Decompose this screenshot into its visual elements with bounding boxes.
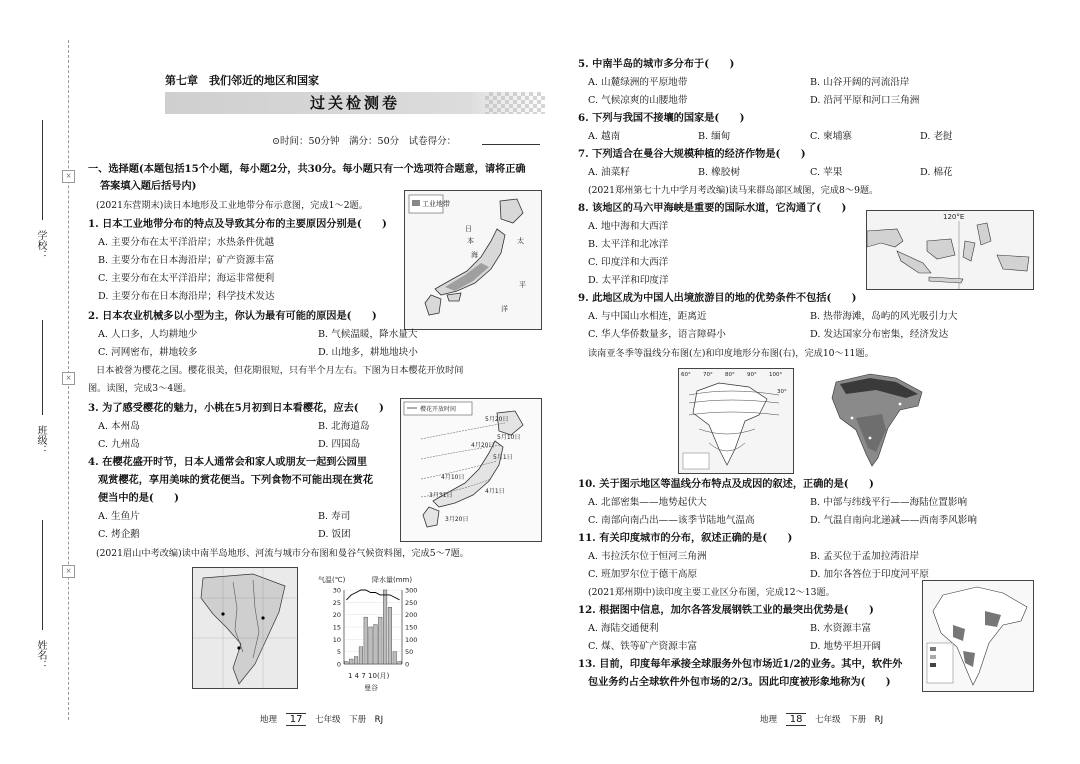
bangkok-climate-chart	[318, 572, 438, 694]
chart-left-tick: 15	[332, 623, 341, 632]
q1-option-c[interactable]: C. 主要分布在太平洋沿岸；海运非常便利	[98, 273, 275, 284]
left-footer-subject: 地理	[260, 715, 278, 725]
question-6: 6. 下列与我国不接壤的国家是( )	[578, 112, 745, 124]
japan-label-ri: 日	[465, 225, 472, 233]
chart-right-tick: 150	[405, 623, 418, 632]
q9-option-c[interactable]: C. 华人华侨数量多，语言障碍小	[588, 329, 726, 340]
q12-option-d[interactable]: D. 地势平坦开阔	[810, 641, 882, 652]
q10-option-d[interactable]: D. 气温自南向北递减——西南季风影响	[810, 515, 977, 526]
question-13-line1: 13. 目前，印度每年承接全球服务外包市场近1/2的业务。其中，软件外	[578, 658, 903, 670]
precipitation-bar	[388, 607, 392, 664]
q8-option-d[interactable]: D. 太平洋和印度洋	[588, 275, 669, 286]
q3-option-d[interactable]: D. 四国岛	[318, 439, 361, 450]
question-12: 12. 根据图中信息，加尔各答发展钢铁工业的最突出优势是( )	[578, 604, 874, 616]
q7-option-d[interactable]: D. 棉花	[920, 167, 953, 178]
q10-option-c[interactable]: C. 南部向南凸出——该季节陆地气温高	[588, 515, 755, 526]
question-4-line3: 便当中的是( )	[98, 492, 179, 504]
precipitation-bar	[364, 617, 368, 664]
chart-right-tick: 0	[405, 660, 410, 669]
question-5: 5. 中南半岛的城市多分布于( )	[578, 58, 735, 70]
right-page	[560, 0, 1080, 764]
q5-option-d[interactable]: D. 沿河平原和河口三角洲	[810, 95, 920, 106]
q11-option-d[interactable]: D. 加尔各答位于印度河平原	[810, 569, 929, 580]
q12-option-b[interactable]: B. 水资源丰富	[810, 623, 872, 634]
q4-option-c[interactable]: C. 烤企鹅	[98, 529, 140, 540]
q6-option-a[interactable]: A. 越南	[588, 131, 621, 142]
chapter-title: 第七章 我们邻近的地区和国家	[165, 74, 319, 87]
q4-option-b[interactable]: B. 寿司	[318, 511, 351, 522]
chart-xlabel: 1 4 7 10(月)	[348, 672, 390, 680]
q1-option-b[interactable]: B. 主要分布在日本海沿岸；矿产资源丰富	[98, 255, 275, 266]
japan-label-ping: 平	[519, 281, 526, 289]
cut-mark-1: ×	[62, 170, 75, 183]
chart-right-tick: 200	[405, 611, 418, 620]
intro-12-13: (2021郑州期中)读印度主要工业区分布图，完成12～13题。	[588, 587, 835, 598]
sakura-label-d7: 3月20日	[445, 516, 469, 523]
chart-title: 曼谷	[364, 684, 378, 692]
q8-option-b[interactable]: B. 太平洋和北冰洋	[588, 239, 669, 250]
q7-option-a[interactable]: A. 油菜籽	[588, 167, 630, 178]
left-page-number: 17	[286, 713, 307, 726]
score-field[interactable]	[482, 144, 540, 145]
precipitation-bar	[383, 590, 387, 664]
q4-option-d[interactable]: D. 饭团	[318, 529, 351, 540]
chart-left-tick: 0	[336, 660, 341, 669]
india-terrain-map	[826, 368, 930, 472]
chart-left-tick: 30	[332, 586, 341, 595]
cut-mark-2: ×	[62, 372, 75, 385]
q8-option-c[interactable]: C. 印度洋和大西洋	[588, 257, 669, 268]
question-13-line2: 包业务约占全球软件外包市场的2/3。因此印度被形象地称为( )	[588, 676, 891, 688]
malay-archipelago-map	[866, 210, 1034, 290]
precipitation-bar	[374, 625, 378, 664]
right-footer-subject: 地理	[760, 715, 778, 725]
banner-pattern	[485, 92, 545, 114]
isotherm-lon-60: 60°	[681, 372, 691, 378]
precipitation-bar	[378, 617, 382, 664]
left-footer-grade: 七年级 下册 RJ	[315, 715, 384, 725]
sakura-label-d8: 5月20日	[485, 416, 509, 423]
indochina-map	[192, 567, 298, 689]
q3-option-b[interactable]: B. 北海道岛	[318, 421, 370, 432]
q7-option-c[interactable]: C. 苹果	[810, 167, 843, 178]
japan-label-ben: 本	[467, 237, 474, 245]
intro-8-9: (2021郑州第七十九中学月考改编)读马来群岛部区域图，完成8～9题。	[588, 185, 879, 196]
isotherm-lon-80: 80°	[725, 372, 735, 378]
indo-map-lon: 120°E	[943, 213, 965, 221]
exam-info: ⊙时间：50分钟 满分：50分 试卷得分：	[272, 136, 457, 147]
chart-right-tick: 100	[405, 635, 418, 644]
question-7: 7. 下列适合在曼谷大规模种植的经济作物是( )	[578, 148, 806, 160]
q8-option-a[interactable]: A. 地中海和大西洋	[588, 221, 669, 232]
q6-option-d[interactable]: D. 老挝	[920, 131, 953, 142]
japan-label-hai: 海	[471, 251, 478, 259]
precipitation-bar	[349, 659, 353, 664]
q3-option-a[interactable]: A. 本州岛	[98, 421, 140, 432]
isotherm-lon-100: 100°	[769, 372, 783, 378]
sakura-label-d4: 4月10日	[441, 474, 465, 481]
india-industry-map	[922, 580, 1034, 692]
intro-5-7: (2021眉山中考改编)读中南半岛地形、河流与城市分布图和曼谷气候资料图，完成5～7题。	[96, 548, 469, 559]
japan-label-yang: 洋	[501, 305, 508, 313]
sakura-label-d1: 5月10日	[497, 434, 521, 441]
name-label: 姓名：	[35, 640, 46, 670]
intro-3-4-line2: 图。读图，完成3～4题。	[88, 383, 192, 394]
question-11: 11. 有关印度城市的分布，叙述正确的是( )	[578, 532, 793, 544]
chart-ylabel-right: 降水量(mm)	[372, 576, 413, 584]
cut-mark-3: ×	[62, 565, 75, 578]
q7-option-b[interactable]: B. 橡胶树	[698, 167, 740, 178]
temperature-line	[346, 590, 399, 600]
precipitation-bar	[354, 657, 358, 664]
q2-option-b[interactable]: B. 气候温暖，降水量大	[318, 329, 418, 340]
q2-option-d[interactable]: D. 山地多，耕地地块小	[318, 347, 418, 358]
question-8: 8. 该地区的马六甲海峡是重要的国际水道，它沟通了( )	[578, 202, 847, 214]
chart-right-tick: 250	[405, 598, 418, 607]
question-1: 1. 日本工业地带分布的特点及导致其分布的主要原因分别是( )	[88, 218, 387, 230]
intro-3-4-line1: 日本被誉为樱花之国。樱花很美，但花期很短，只有半个月左右。下图为日本樱花开放时间	[96, 365, 464, 376]
title-banner	[165, 92, 545, 114]
question-4-line1: 4. 在樱花盛开时节，日本人通常会和家人或朋友一起到公园里	[88, 456, 368, 468]
sakura-bloom-map	[400, 398, 542, 542]
right-footer	[760, 713, 883, 726]
chart-ylabel-left: 气温(℃)	[318, 576, 346, 584]
q1-option-d[interactable]: D. 主要分布在日本海沿岸；科学技术发达	[98, 291, 275, 302]
q6-option-c[interactable]: C. 柬埔寨	[810, 131, 852, 142]
chart-right-tick: 300	[405, 586, 418, 595]
question-3: 3. 为了感受樱花的魅力，小桃在5月初到日本看樱花，应去( )	[88, 402, 384, 414]
q2-option-c[interactable]: C. 河网密布，耕地较多	[98, 347, 198, 358]
q12-option-a[interactable]: A. 海陆交通便利	[588, 623, 659, 634]
precipitation-bar	[393, 652, 397, 664]
chart-left-tick: 5	[336, 648, 341, 657]
climate-chart-svg	[318, 572, 438, 694]
q11-option-a[interactable]: A. 韦拉沃尔位于恒河三角洲	[588, 551, 707, 562]
q10-option-b[interactable]: B. 中部与纬线平行——海陆位置影响	[810, 497, 968, 508]
chart-left-tick: 20	[332, 611, 341, 620]
japan-label-tai: 太	[517, 237, 524, 245]
q12-option-c[interactable]: C. 煤、铁等矿产资源丰富	[588, 641, 698, 652]
question-4-line2: 观赏樱花，享用美味的赏花便当。下列食物不可能出现在赏花	[98, 474, 374, 486]
q3-option-c[interactable]: C. 九州岛	[98, 439, 140, 450]
japan-legend-text: 工业地带	[422, 200, 450, 208]
left-footer	[260, 713, 383, 726]
sakura-label-d6: 3月31日	[429, 492, 453, 499]
question-10: 10. 关于图示地区等温线分布特点及成因的叙述，正确的是( )	[578, 478, 874, 490]
japan-industry-map	[404, 190, 542, 330]
chart-left-tick: 25	[332, 598, 341, 607]
section-heading: 一、选择题(本题包括15个小题，每小题2分，共30分。每小题只有一个选项符合题意，请将正确	[88, 163, 526, 175]
sakura-legend: 樱花开放时间	[420, 406, 457, 413]
q5-option-a[interactable]: A. 山麓绿洲的平原地带	[588, 77, 688, 88]
precipitation-bar	[369, 627, 373, 664]
intro-1-2: (2021东营期末)读日本地形及工业地带分布示意图，完成1～2题。	[96, 200, 368, 211]
sakura-label-d3: 4月20日	[471, 442, 495, 449]
school-label: 学校：	[35, 230, 46, 260]
precipitation-bar	[359, 647, 363, 664]
q11-option-c[interactable]: C. 班加罗尔位于德干高原	[588, 569, 698, 580]
right-footer-grade: 七年级 下册 RJ	[815, 715, 884, 725]
q11-option-b[interactable]: B. 孟买位于孟加拉湾沿岸	[810, 551, 920, 562]
sakura-label-d5: 4月1日	[485, 488, 505, 495]
question-9: 9. 此地区成为中国人出境旅游目的地的优势条件不包括( )	[578, 292, 857, 304]
precipitation-bar	[398, 662, 402, 664]
q1-option-a[interactable]: A. 主要分布在太平洋沿岸；水热条件优越	[98, 237, 275, 248]
right-page-number: 18	[786, 713, 807, 726]
q9-option-d[interactable]: D. 发达国家分布密集，经济发达	[810, 329, 949, 340]
intro-10-11: 读南亚冬季等温线分布图(左)和印度地形分布图(右)，完成10～11题。	[588, 348, 874, 359]
chart-left-tick: 10	[332, 635, 341, 644]
class-label: 班级：	[35, 425, 46, 455]
precipitation-bar	[345, 662, 349, 664]
q9-option-b[interactable]: B. 热带海滩，岛屿的风光吸引力大	[810, 311, 958, 322]
q2-option-a[interactable]: A. 人口多，人均耕地少	[98, 329, 198, 340]
q6-option-b[interactable]: B. 缅甸	[698, 131, 731, 142]
q5-option-c[interactable]: C. 气候凉爽的山腰地带	[588, 95, 688, 106]
chart-right-tick: 50	[405, 648, 414, 657]
q10-option-a[interactable]: A. 北部密集——地势起伏大	[588, 497, 707, 508]
south-asia-isotherm-map	[678, 368, 794, 474]
isotherm-lon-90: 90°	[747, 372, 757, 378]
sakura-label-d2: 5月1日	[493, 454, 513, 461]
question-2: 2. 日本农业机械多以小型为主，你认为最有可能的原因是( )	[88, 310, 377, 322]
isotherm-lat-30: 30°	[777, 389, 787, 395]
q5-option-b[interactable]: B. 山谷开阔的河流沿岸	[810, 77, 910, 88]
section-heading-cont: 答案填入题后括号内)	[100, 180, 197, 192]
isotherm-lon-70: 70°	[703, 372, 713, 378]
q4-option-a[interactable]: A. 生鱼片	[98, 511, 140, 522]
q9-option-a[interactable]: A. 与中国山水相连，距离近	[588, 311, 707, 322]
page-title: 过关检测卷	[309, 94, 400, 112]
